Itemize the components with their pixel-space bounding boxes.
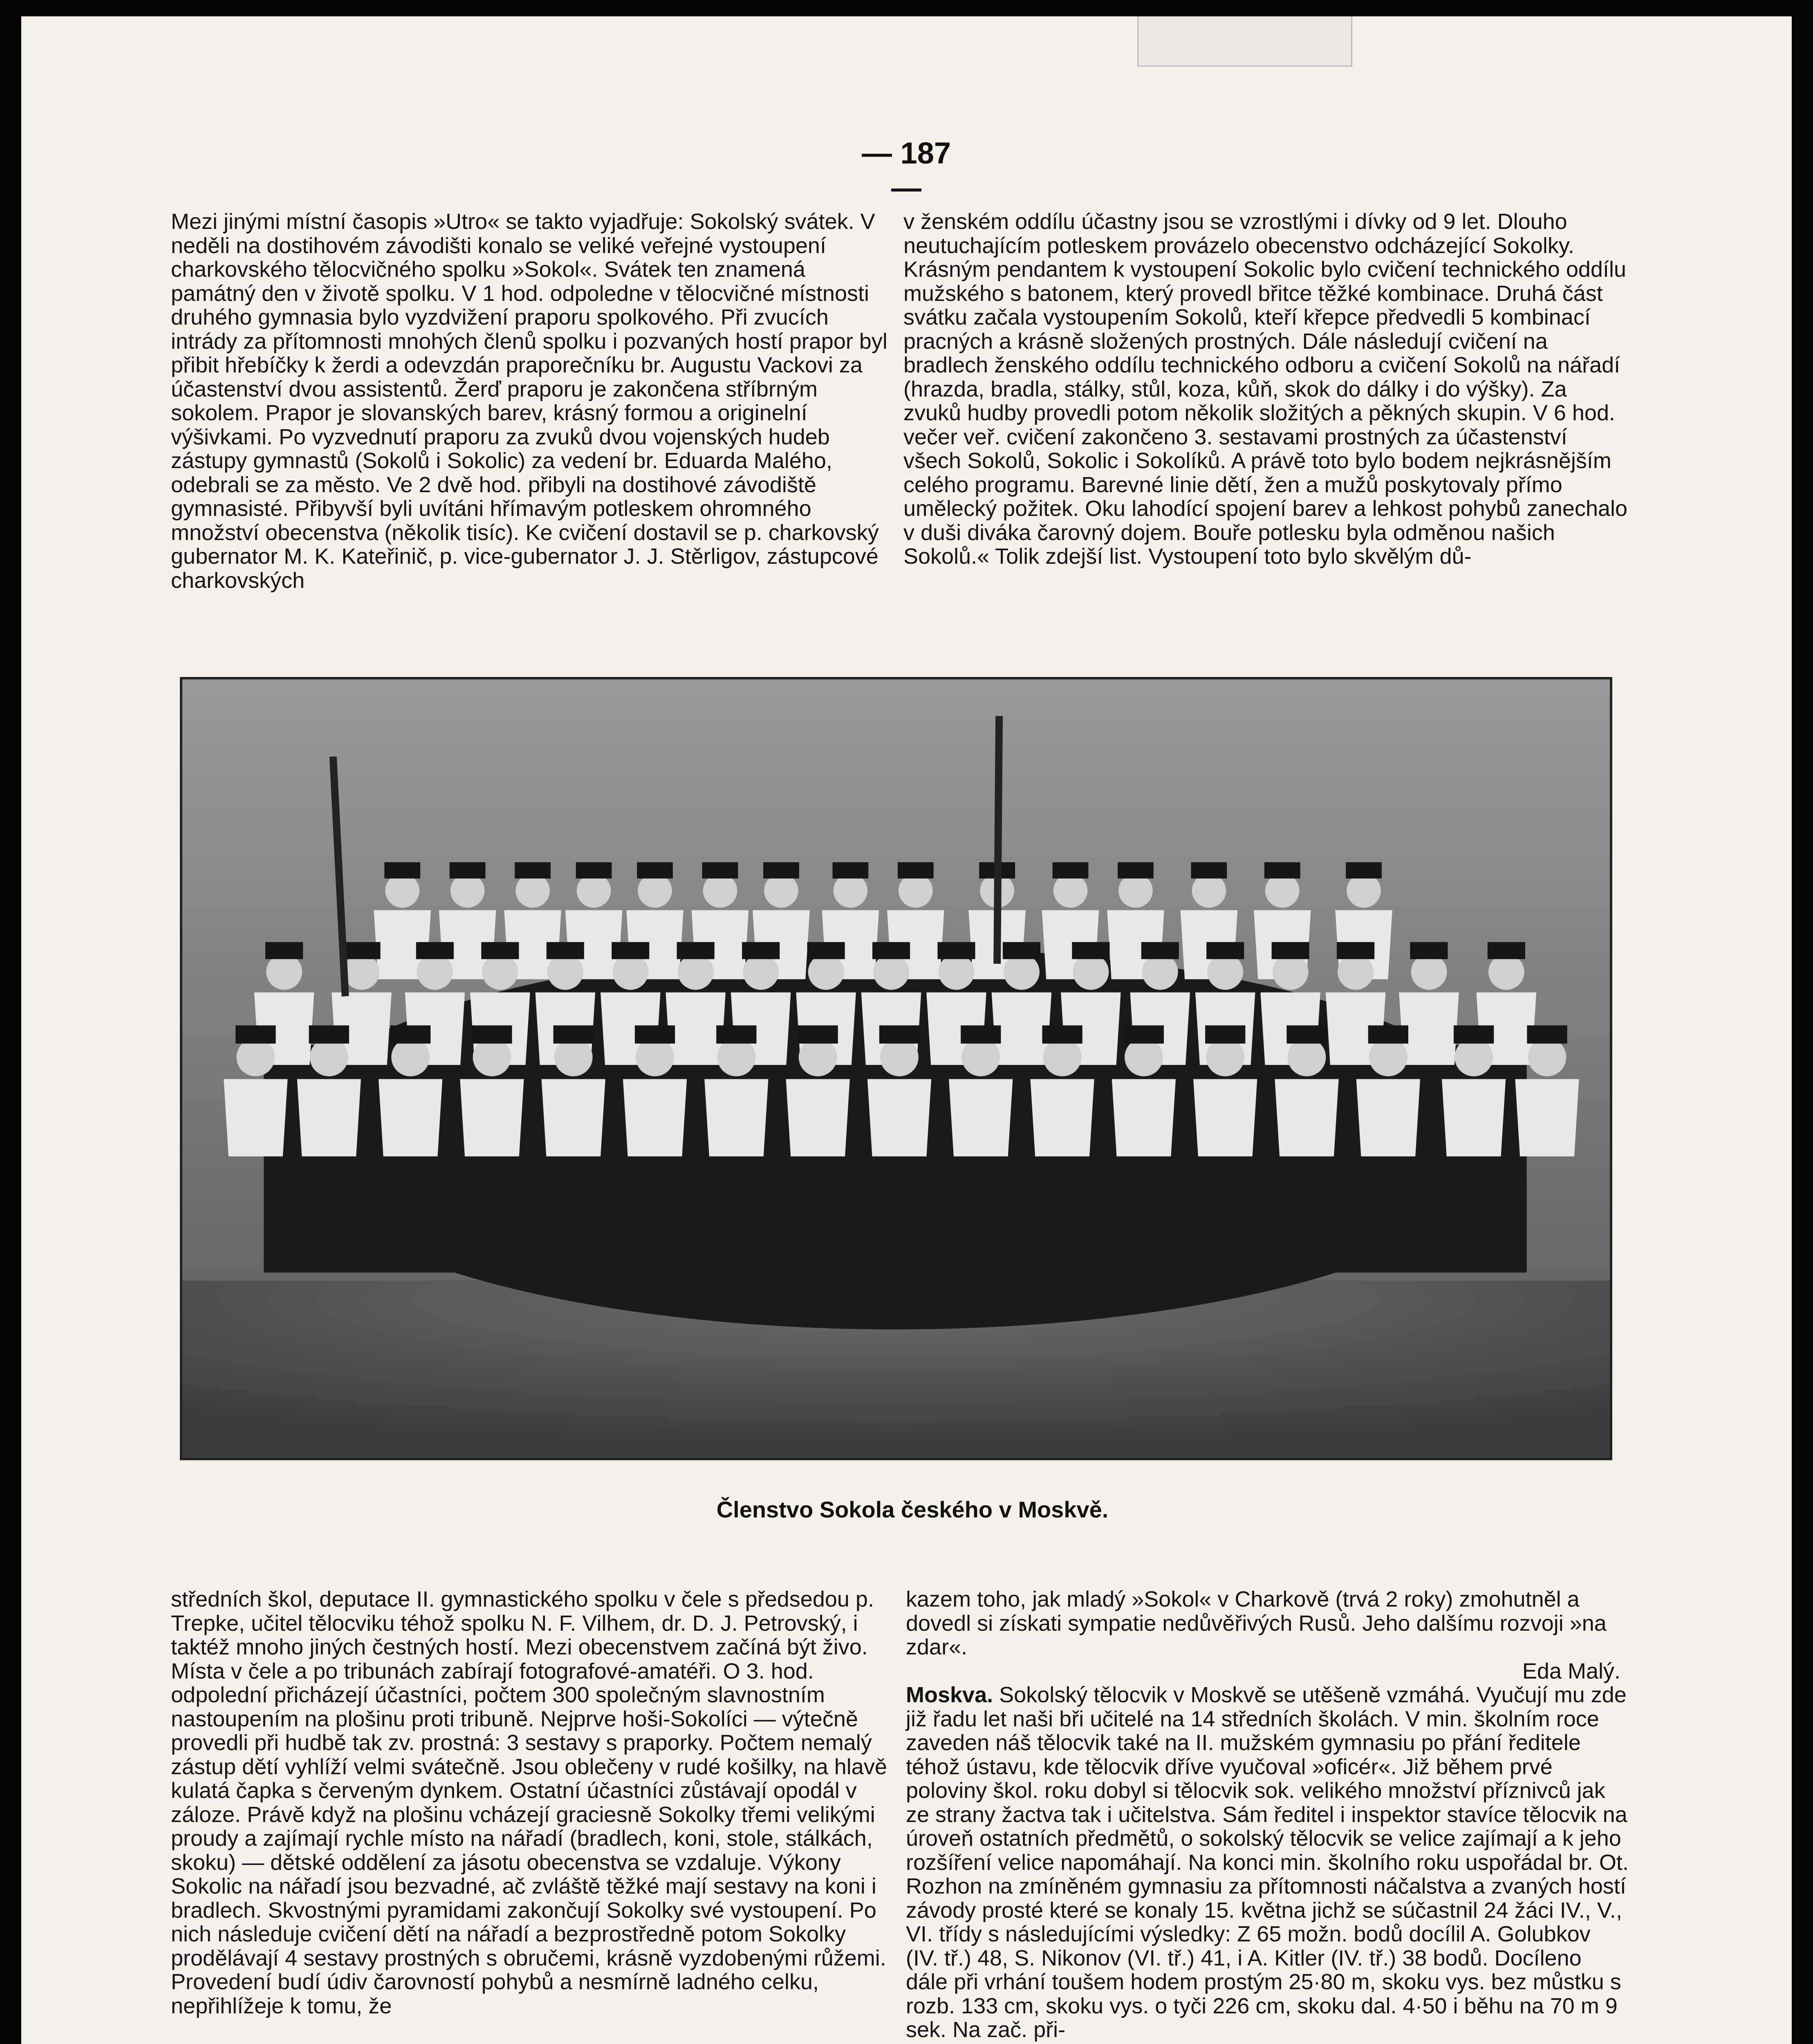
person-cap bbox=[1118, 862, 1154, 879]
column-top-left bbox=[171, 210, 889, 592]
person-head bbox=[1411, 954, 1447, 990]
person-head bbox=[1073, 954, 1109, 990]
person-head bbox=[1142, 954, 1178, 990]
person-cap bbox=[716, 1025, 756, 1044]
person-head bbox=[764, 874, 798, 908]
person-head bbox=[1273, 954, 1309, 990]
person-head bbox=[703, 874, 737, 908]
person-cap bbox=[637, 862, 673, 879]
person-head bbox=[1347, 874, 1381, 908]
person-head bbox=[450, 874, 485, 908]
person-head bbox=[515, 874, 550, 908]
person-head bbox=[808, 954, 844, 990]
paragraph: Mezi jinými místní časopis »Utro« se takto vyjadřuje: Sokolský svátek. V neděli na dostihovém závodišti konalo se veliké veřejné vystoupení charkovského tělocvičného spolku »Sokol«. Svátek ten znamená památný den v životě spolku. V 1 hod. odpoledne v tělocvičné místnosti druhého gymnasia bylo vyzdvižení praporu spolkového. Při zvucích intrády za přítomnosti mnohých členů spolku i pozvaných hostí prapor byl přibit hřebíčky k žerdi a odevzdán praporečníku br. Augustu Vackovi za účastenství dvou assistentů. Žerď praporu je zakončena stříbrným sokolem. Prapor je slovanských barev, krásný formou a originelní výšivkami. Po vyzvednutí praporu za zvuků dvou vojenských hudeb zástupy gymnastů (Sokolů i Sokolic) za vedení br. Eduarda Malého, odebrali se za město. Ve 2 dvě hod. přibyli na dostihové závodiště gymnasisté. Přibyvší byli uvítáni hřímavým potleskem ohromného množství obecenstva (několik tisíc). Ke cvičení dostavil se p. charkovský gubernator M. K. Kateřinič, p. vice-gubernator J. J. Stěrligov, zástupcové charkovských bbox=[171, 209, 887, 593]
document-page bbox=[21, 16, 1792, 2044]
person-head bbox=[344, 954, 380, 990]
person-cap bbox=[702, 862, 738, 879]
person-head bbox=[612, 954, 648, 990]
person-shirt bbox=[1275, 1079, 1338, 1156]
person-shirt bbox=[1193, 1079, 1257, 1156]
person-cap bbox=[635, 1025, 675, 1044]
column-bottom-right bbox=[906, 1587, 1629, 2042]
person-cap bbox=[1264, 862, 1300, 879]
person-cap bbox=[265, 942, 303, 959]
person-cap bbox=[1141, 942, 1179, 959]
person-shirt bbox=[786, 1079, 850, 1156]
person-cap bbox=[763, 862, 799, 879]
person-shirt bbox=[1442, 1079, 1506, 1156]
person-cap bbox=[961, 1025, 1001, 1044]
person-shirt bbox=[704, 1079, 768, 1156]
person-head bbox=[799, 1038, 837, 1076]
person-cap bbox=[554, 1025, 594, 1044]
person-head bbox=[1125, 1038, 1163, 1076]
person-shirt bbox=[379, 1079, 442, 1156]
column-top-right bbox=[903, 210, 1629, 569]
person-cap bbox=[798, 1025, 838, 1044]
group-photo bbox=[180, 677, 1612, 1460]
person-cap bbox=[1053, 862, 1089, 879]
person-shirt bbox=[224, 1079, 287, 1156]
person-cap bbox=[1488, 942, 1525, 959]
person-cap bbox=[1346, 862, 1382, 879]
person-cap bbox=[1124, 1025, 1164, 1044]
person-cap bbox=[1272, 942, 1309, 959]
person-head bbox=[391, 1038, 430, 1076]
person-head bbox=[899, 874, 933, 908]
person-cap bbox=[309, 1025, 349, 1044]
photo-caption: Členstvo Sokola českého v Moskvě. bbox=[716, 1497, 1109, 1522]
person-shirt bbox=[1030, 1079, 1094, 1156]
person-cap bbox=[833, 862, 869, 879]
library-stamp bbox=[1137, 16, 1352, 67]
paragraph: kazem toho, jak mladý »Sokol« v Charkově (trvá 2 roky) zmohutněl a dovedl si získati sympatie nedůvěřivých Rusů. Jeho dalšímu rozvoji »na zdar«. bbox=[906, 1587, 1607, 1659]
person-head bbox=[266, 954, 302, 990]
person-cap bbox=[1191, 862, 1227, 879]
person-cap bbox=[1042, 1025, 1082, 1044]
person-head bbox=[743, 954, 779, 990]
person-cap bbox=[1368, 1025, 1408, 1044]
person-cap bbox=[1286, 1025, 1327, 1044]
person-cap bbox=[384, 862, 420, 879]
column-bottom-left bbox=[171, 1587, 897, 2018]
person-head bbox=[636, 1038, 674, 1076]
person-cap bbox=[742, 942, 780, 959]
person-cap bbox=[937, 942, 975, 959]
person-shirt bbox=[1515, 1079, 1579, 1156]
person-cap bbox=[807, 942, 845, 959]
person-head bbox=[1118, 874, 1153, 908]
person-head bbox=[1004, 954, 1040, 990]
person-cap bbox=[235, 1025, 276, 1044]
person-cap bbox=[872, 942, 910, 959]
person-cap bbox=[1072, 942, 1109, 959]
person-cap bbox=[1454, 1025, 1494, 1044]
person-cap bbox=[547, 942, 584, 959]
person-head bbox=[1338, 954, 1374, 990]
section-text: Sokolský tělocvik v Moskvě se utěšeně vzmáhá. Vyučují mu zde již řadu let naši bři učitelé na 14 středních školách. V min. školním roce zaveden náš tělocvik také na II. mužském gymnasiu po přání ředitele téhož ústavu, kde tělocvik dříve vyučoval »oficér«. Již během prvé poloviny škol. roku dobyl si tělocvik sok. velikého množství příznivců jak ze strany žactva tak i učitelstva. Sám ředitel i inspektor stavíce tělocvik na úroveň ostatních předmětů, o sokolský tělocvik se velice zajímají a k jeho rozšíření velice napomáhají. Na konci min. školního roku uspořádal br. Ot. Rozhon na zmíněném gymnasiu za přítomnosti náčalstva a zvaných hostí závody prosté které se konaly 15. května jichž se súčastnil 24 žáci IV., V., VI. třídy s následujícími výsledky: Z 65 možn. bodů docílil A. Golubkov (IV. tř.) 48, S. Nikonov (VI. tř.) 41, i A. Kitler (IV. tř.) 38 bodů. Docíleno dále při vrhání toušem hodem prostým 25·80 m, skoku vys. bez můstku s rozb. 133 cm, skoku vys. o tyči 226 cm, skoku dal. 4·50 i běhu na 70 m 9 sek. Na zač. při- bbox=[906, 1683, 1629, 2042]
person-head bbox=[1369, 1038, 1407, 1076]
person-shirt bbox=[623, 1079, 687, 1156]
paragraph: středních škol, deputace II. gymnastického spolku v čele s předsedou p. Trepke, učitel tělocviku téhož spolku N. F. Vilhem, dr. D. J. Petrovský, i taktéž mnoho jiných čestných hostí. Mezi obecenstvem začíná být živo. Místa v čele a po tribunách zabírají fotografové-amatéři. O 3. hod. odpolední přicházejí účastníci, počtem 300 společným slavnostním nastoupením na plošinu proti tribuně. Nejprve hoši-Sokolíci — výtečně provedli při hudbě tak zv. prostná: 3 sestavy s praporky. Počtem nemalý zástup dětí vyhlíží velmi svátečně. Jsou oblečeny v rudé košilky, na hlavě kulatá čapka s červeným dynkem. Ostatní účastníci zůstávají opodál v záloze. Právě když na plošinu vcházejí graciesně Sokolky třemi velikými proudy a zajímají rychle místo na nářadí (bradlech, koni, stole, stálkách, skoku) — dětské oddělení za jásotu obecenstva se vzdaluje. Výkony Sokolic na nářadí jsou bezvadné, ač zvláště těžké mají sestavy na koni i bradlech. Skvostnými pyramidami zakončují Sokolky své vystoupení. Po nich následuje cvičení dětí na nářadí a bezprostředně potom Sokolky prodělávají 4 sestavy prostných s obručemi, krásně vyzdobenými růžemi. Provedení budí údiv čarovností pohybů a nesmírně ladného celku, nepřihlížeje k tomu, že bbox=[171, 1587, 887, 2018]
person-cap bbox=[1003, 942, 1040, 959]
person-head bbox=[577, 874, 611, 908]
person-head bbox=[1454, 1038, 1493, 1076]
person-cap bbox=[416, 942, 454, 959]
person-cap bbox=[612, 942, 649, 959]
person-cap bbox=[450, 862, 486, 879]
person-head bbox=[473, 1038, 511, 1076]
person-head bbox=[717, 1038, 755, 1076]
person-shirt bbox=[542, 1079, 605, 1156]
person-head bbox=[385, 874, 419, 908]
person-shirt bbox=[297, 1079, 361, 1156]
person-head bbox=[547, 954, 583, 990]
person-head bbox=[1265, 874, 1300, 908]
person-head bbox=[554, 1038, 593, 1076]
person-head bbox=[417, 954, 453, 990]
person-cap bbox=[1410, 942, 1448, 959]
person-head bbox=[1192, 874, 1226, 908]
person-cap bbox=[472, 1025, 512, 1044]
person-cap bbox=[1206, 942, 1244, 959]
person-head bbox=[961, 1038, 1000, 1076]
person-cap bbox=[515, 862, 551, 879]
page-number: — 187 — bbox=[861, 136, 951, 205]
person-head bbox=[834, 874, 868, 908]
person-cap bbox=[677, 942, 715, 959]
person-cap bbox=[1527, 1025, 1567, 1044]
person-shirt bbox=[1112, 1079, 1176, 1156]
person-cap bbox=[390, 1025, 430, 1044]
person-cap bbox=[879, 1025, 919, 1044]
paragraph: v ženském oddílu účastny jsou se vzrostlými i dívky od 9 let. Dlouho neutuchajícím potleskem provázelo obecenstvo odcházející Sokolky. Krásným pendantem k vystoupení Sokolic bylo cvičení technického oddílu mužského s batonem, který provedl břitce těžké kombinace. Druhá část svátku začala vystoupením Sokolů, kteří křepce předvedli 5 kombinací pracných a krásně složených prostných. Dále následují cvičení na bradlech ženského oddílu technického odboru a cvičení Sokolů na nářadí (hrazda, bradla, stálky, stůl, koza, kůň, skok do dálky i do výšky). Za zvuků hudby provedli potom několik složitých a pěkných skupin. V 6 hod. večer veř. cvičení zakončeno 3. sestavami prostných za účastenství všech Sokolů, Sokolic i Sokolíků. A právě toto bylo bodem nejkrásnějším celého programu. Barevné linie dětí, žen a mužů poskytovaly přímo umělecký požitek. Oku lahodící spojení barev a lehkost pohybů zanechalo v duši diváka čarovný dojem. Bouře potlesku byla odměnou našich Sokolů.« Tolik zdejší list. Vystoupení toto bylo skvělým dů- bbox=[903, 209, 1628, 569]
person-cap bbox=[481, 942, 519, 959]
person-shirt bbox=[867, 1079, 931, 1156]
group-photo-icon bbox=[182, 679, 1610, 1458]
paragraph bbox=[906, 1683, 1629, 2042]
person-shirt bbox=[460, 1079, 524, 1156]
person-cap bbox=[898, 862, 934, 879]
person-cap bbox=[343, 942, 380, 959]
person-head bbox=[1488, 954, 1524, 990]
person-head bbox=[638, 874, 672, 908]
person-head bbox=[1288, 1038, 1326, 1076]
person-head bbox=[880, 1038, 919, 1076]
person-cap bbox=[1205, 1025, 1245, 1044]
person-cap bbox=[576, 862, 612, 879]
person-head bbox=[1053, 874, 1088, 908]
person-shirt bbox=[949, 1079, 1013, 1156]
signature: Eda Malý. bbox=[1522, 1659, 1620, 1683]
person-cap bbox=[1337, 942, 1374, 959]
person-head bbox=[1043, 1038, 1082, 1076]
person-head bbox=[482, 954, 518, 990]
person-head bbox=[1528, 1038, 1566, 1076]
person-head bbox=[310, 1038, 348, 1076]
person-head bbox=[1206, 1038, 1244, 1076]
person-head bbox=[678, 954, 714, 990]
person-head bbox=[873, 954, 909, 990]
section-heading: Moskva. bbox=[906, 1683, 993, 1707]
person-head bbox=[237, 1038, 275, 1076]
person-shirt bbox=[1356, 1079, 1420, 1156]
person-head bbox=[939, 954, 975, 990]
person-head bbox=[1207, 954, 1243, 990]
